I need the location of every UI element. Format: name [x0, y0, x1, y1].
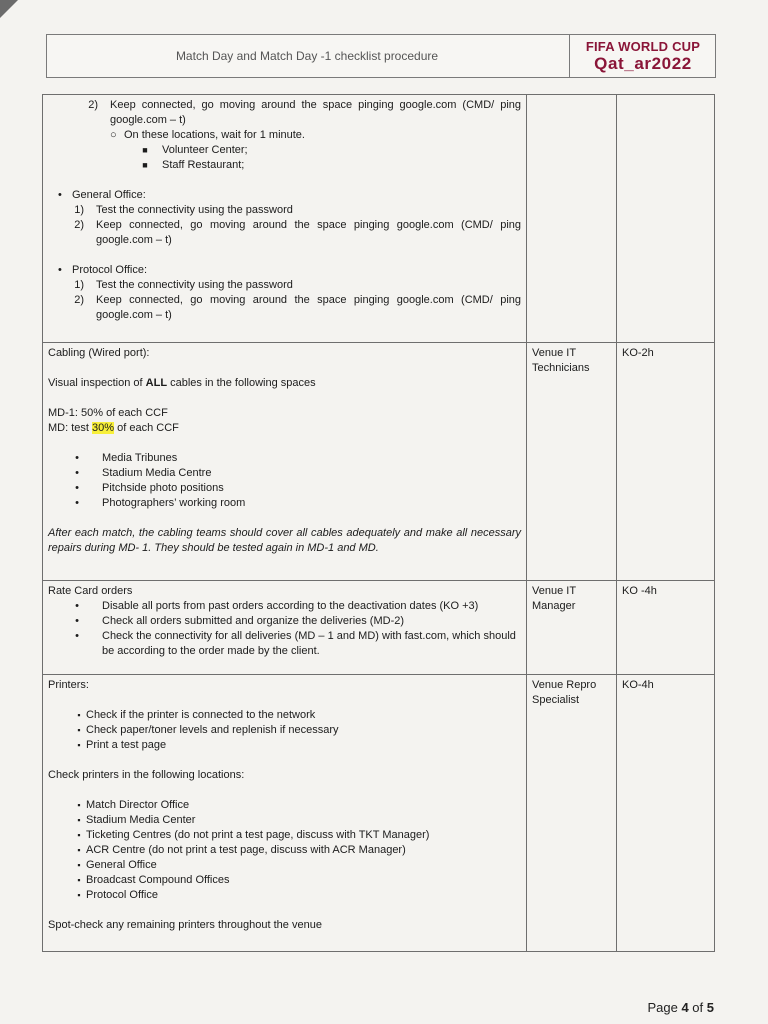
- square-bullet-icon: ■: [142, 160, 148, 170]
- list-item: ○ On these locations, wait for 1 minute.: [110, 129, 305, 141]
- task-cell: [43, 343, 527, 581]
- page-header: [46, 34, 716, 78]
- section-heading: • Protocol Office:: [58, 264, 147, 276]
- row-title: Printers:: [48, 679, 89, 691]
- bullet-icon: •: [58, 264, 62, 276]
- list-item: 2) Keep connected, go moving around the space pinging google.com (CMD/ ping google.com – t): [74, 294, 521, 321]
- list-item: • Pitchside photo positions: [64, 481, 521, 496]
- bullet-icon: •: [75, 615, 79, 627]
- task-cell: [43, 675, 527, 952]
- square-bullet-icon: ▪: [77, 860, 81, 870]
- bullet-icon: •: [75, 630, 79, 642]
- logo-line-1: FIFA WORLD CUP: [585, 38, 701, 54]
- circle-bullet-icon: ○: [110, 129, 117, 141]
- time-cell: KO-2h: [617, 343, 715, 581]
- list-item: ▪ Match Director Office: [72, 798, 521, 813]
- square-bullet-icon: ▪: [77, 800, 81, 810]
- task-cell: [43, 581, 527, 675]
- cabling-note: After each match, the cabling teams should cover all cables adequately and make all necessary repairs during MD- 1. They should be tested again in MD-1 and MD.: [48, 527, 521, 554]
- list-item: • Media Tribunes: [64, 451, 521, 466]
- owner-cell: Venue Repro Specialist: [527, 675, 617, 952]
- checklist-table: [42, 94, 715, 952]
- square-bullet-icon: ▪: [77, 740, 81, 750]
- square-bullet-icon: ▪: [77, 845, 81, 855]
- list-item: ▪ Broadcast Compound Offices: [72, 873, 521, 888]
- list-item: • Photographers’ working room: [64, 496, 521, 511]
- table-row-printers: [43, 675, 715, 952]
- section-heading: • General Office:: [58, 189, 146, 201]
- list-item: ■ Staff Restaurant;: [134, 158, 521, 173]
- bullet-icon: •: [75, 600, 79, 612]
- logo-line-2: Qat_ar2022: [594, 53, 692, 73]
- square-bullet-icon: ▪: [77, 815, 81, 825]
- md-requirement: MD: test 30% of each CCF: [48, 422, 179, 434]
- task-cell: [43, 95, 527, 343]
- list-item: ▪ ACR Centre (do not print a test page, discuss with ACR Manager): [72, 843, 521, 858]
- list-item: ■ Volunteer Center;: [134, 143, 521, 158]
- list-item: ▪ Ticketing Centres (do not print a test page, discuss with TKT Manager): [72, 828, 521, 843]
- list-item: • Check the connectivity for all deliveries (MD – 1 and MD) with fast.com, which should be according to the order made by the client.: [64, 629, 521, 659]
- list-item: ▪ Stadium Media Center: [72, 813, 521, 828]
- list-item: ▪ Check paper/toner levels and replenish if necessary: [72, 723, 521, 738]
- list-item: ▪ Print a test page: [72, 738, 521, 753]
- owner-cell: Venue IT Manager: [527, 581, 617, 675]
- spot-check-text: Spot-check any remaining printers throughout the venue: [48, 919, 322, 931]
- page-number: Page 4 of 5: [647, 1000, 714, 1015]
- time-cell: [617, 95, 715, 343]
- square-bullet-icon: ■: [142, 145, 148, 155]
- list-item: ▪ Protocol Office: [72, 888, 521, 903]
- time-cell: KO-4h: [617, 675, 715, 952]
- bullet-icon: •: [75, 452, 79, 464]
- table-row-wifi: [43, 95, 715, 343]
- square-bullet-icon: ▪: [77, 890, 81, 900]
- table-row-rate-card: [43, 581, 715, 675]
- fifa-logo: [569, 35, 716, 77]
- square-bullet-icon: ▪: [77, 710, 81, 720]
- bullet-icon: •: [75, 467, 79, 479]
- owner-cell: [527, 95, 617, 343]
- list-item: • Stadium Media Centre: [64, 466, 521, 481]
- list-item: 1) Test the connectivity using the password: [74, 279, 293, 291]
- highlight: 30%: [92, 422, 115, 434]
- list-item: • Disable all ports from past orders according to the deactivation dates (KO +3): [64, 599, 521, 614]
- list-item: ▪ General Office: [72, 858, 521, 873]
- list-item: 1) Test the connectivity using the password: [74, 204, 293, 216]
- list-item: 2) Keep connected, go moving around the space pinging google.com (CMD/ ping google.com – t): [88, 99, 521, 126]
- page-corner-fold: [0, 0, 18, 18]
- square-bullet-icon: ▪: [77, 830, 81, 840]
- square-bullet-icon: ▪: [77, 725, 81, 735]
- row-title: Rate Card orders: [48, 585, 133, 597]
- md1-requirement: MD-1: 50% of each CCF: [48, 407, 168, 419]
- bullet-icon: •: [75, 482, 79, 494]
- bullet-icon: •: [58, 189, 62, 201]
- bullet-icon: •: [75, 497, 79, 509]
- list-item: 2) Keep connected, go moving around the space pinging google.com (CMD/ ping google.com – t): [74, 219, 521, 246]
- table-row-cabling: [43, 343, 715, 581]
- square-bullet-icon: ▪: [77, 875, 81, 885]
- owner-cell: Venue IT Technicians: [527, 343, 617, 581]
- inspection-text: Visual inspection of ALL cables in the following spaces: [48, 377, 316, 389]
- row-title: Cabling (Wired port):: [48, 347, 150, 359]
- list-item: • Check all orders submitted and organize the deliveries (MD-2): [64, 614, 521, 629]
- time-cell: KO -4h: [617, 581, 715, 675]
- header-title: Match Day and Match Day -1 checklist procedure: [175, 49, 439, 63]
- list-item: ▪ Check if the printer is connected to the network: [72, 708, 521, 723]
- locations-title: Check printers in the following locations:: [48, 769, 245, 781]
